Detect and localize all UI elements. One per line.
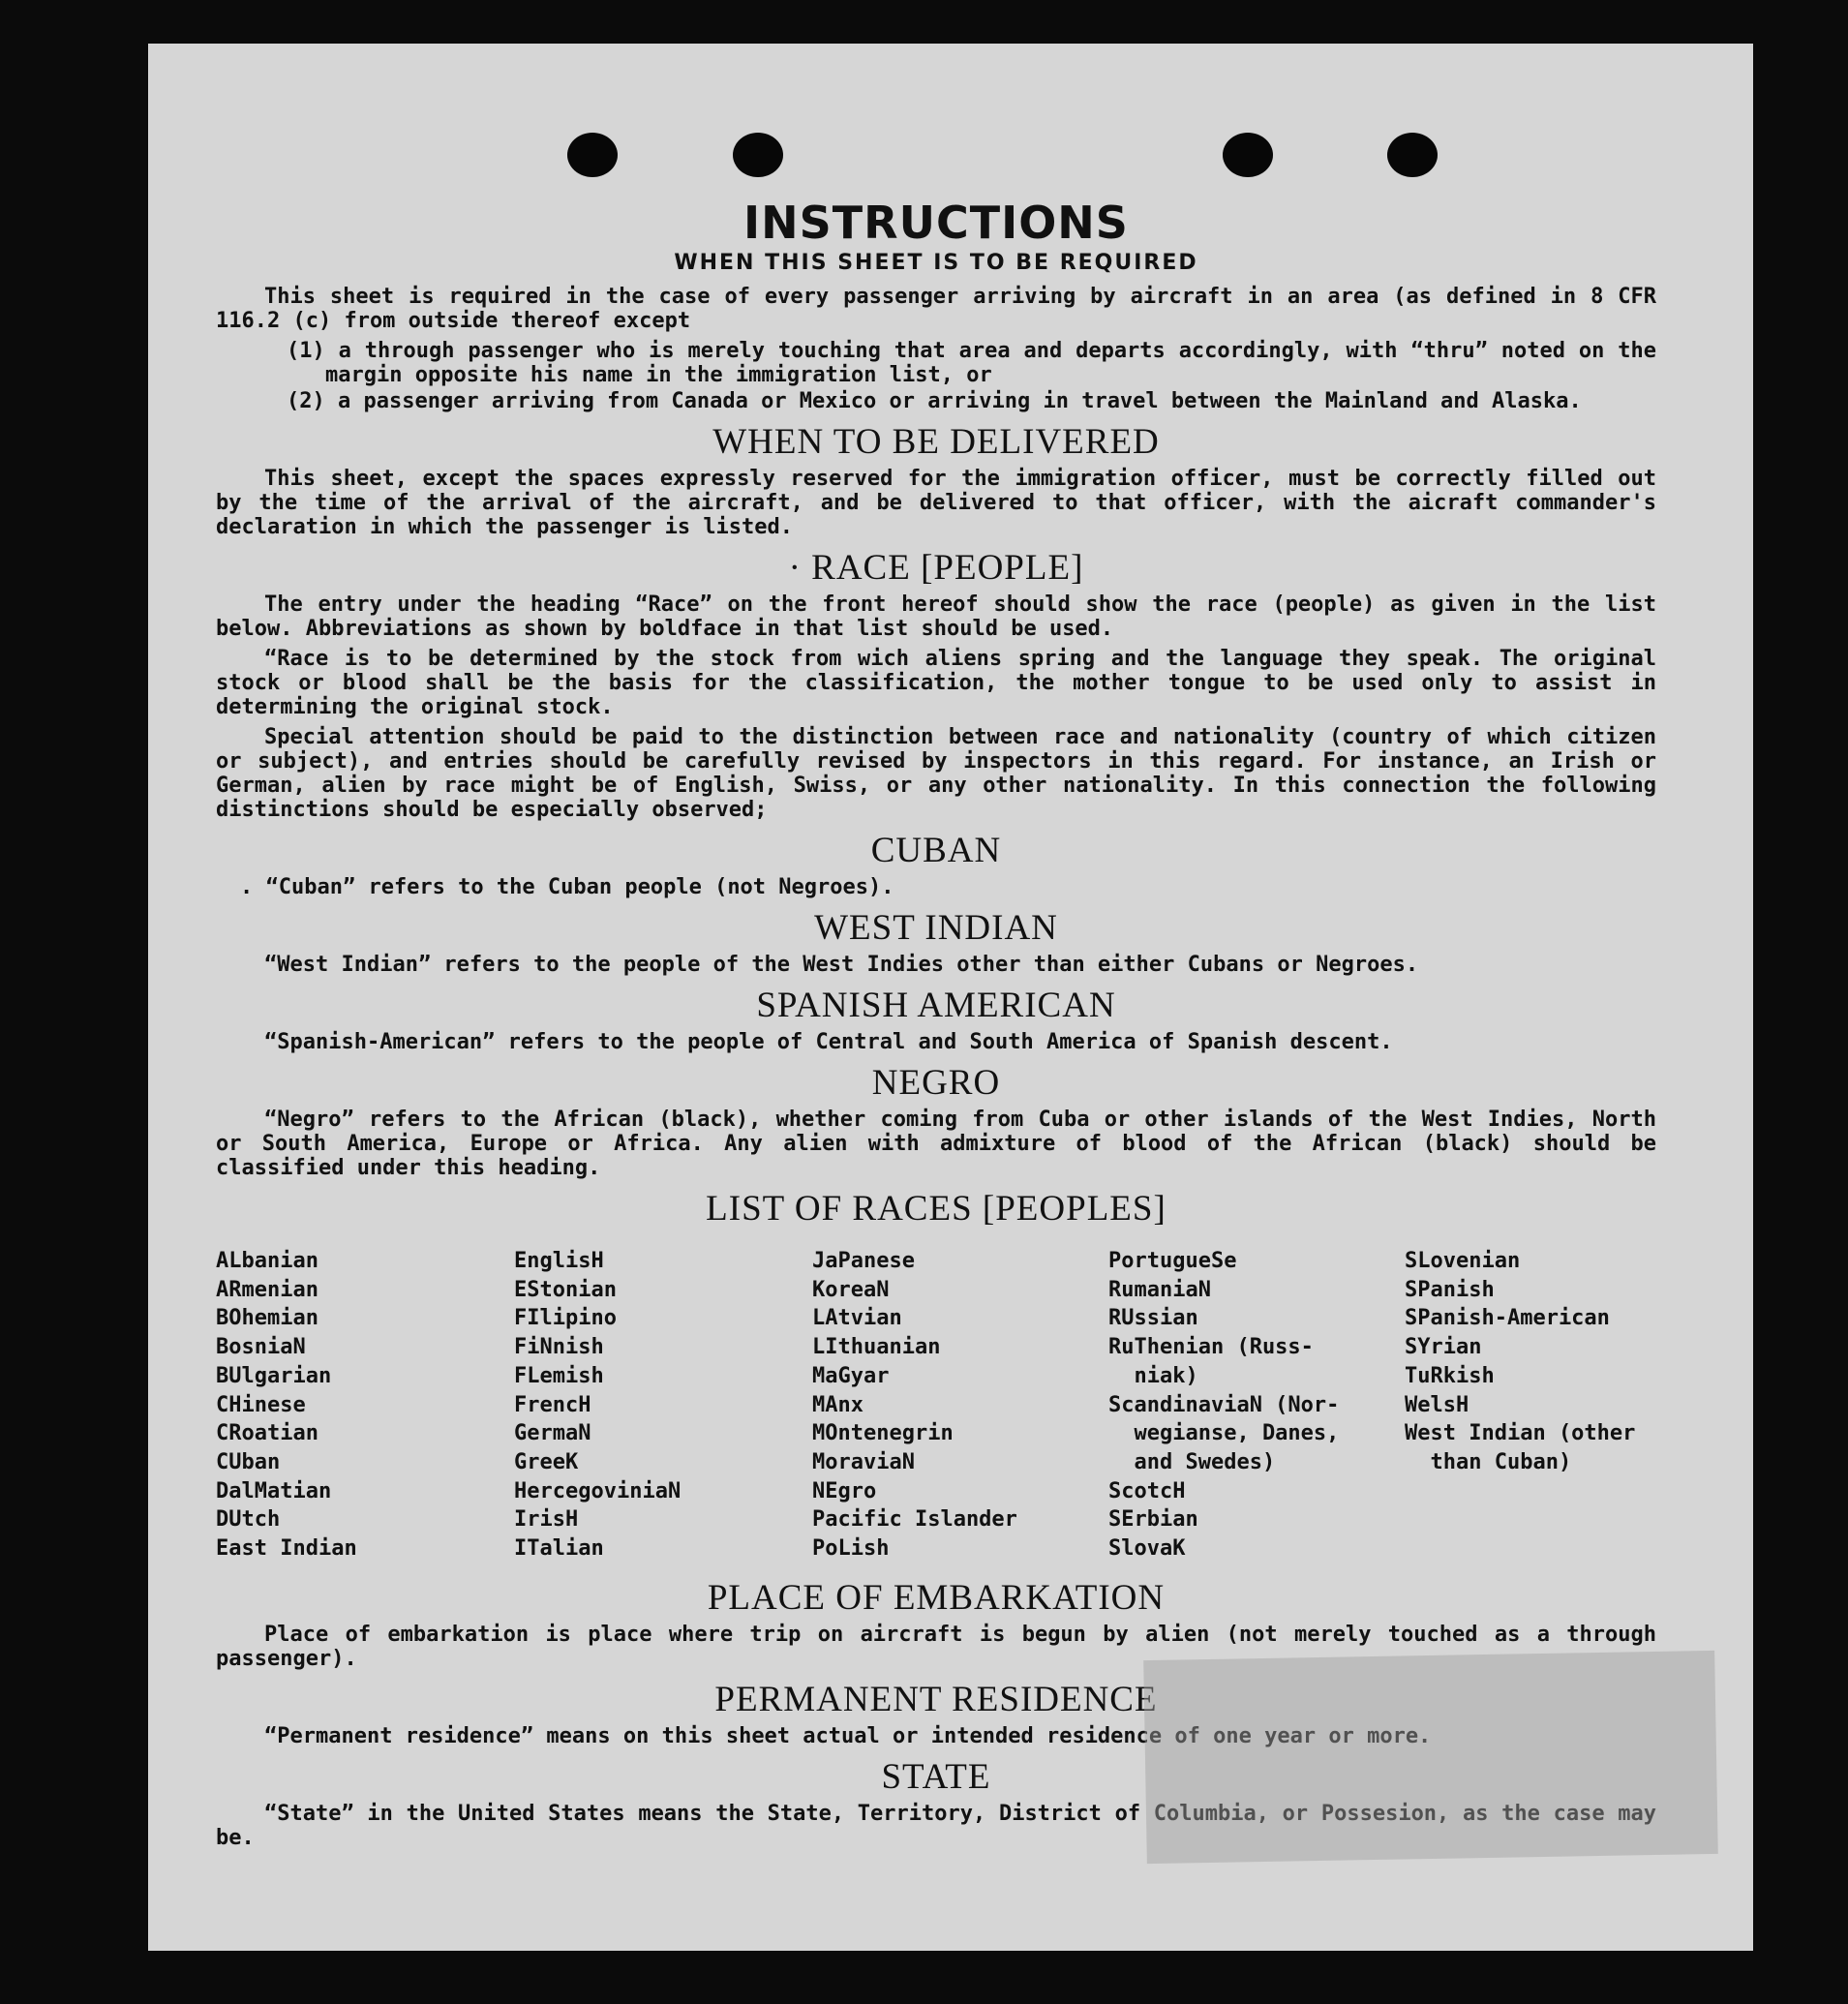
race-entry: GreeK — [514, 1449, 579, 1474]
punch-hole — [567, 133, 618, 177]
race-entry: ARmenian — [216, 1277, 318, 1302]
exception-item: (1) a through passenger who is merely touching that area and departs accordingly, with “thru” noted on the margin opposite his name in the immigration list, or — [287, 339, 1656, 387]
race-entry: JaPanese — [812, 1249, 915, 1273]
races-list — [216, 1247, 1656, 1564]
race-entry: MoraviaN — [812, 1449, 915, 1474]
embarkation-paragraph: Place of embarkation is place where trip on aircraft is begun by alien (not merely touched as a through passenger). — [216, 1622, 1656, 1671]
races-column — [812, 1247, 1108, 1564]
race-entry: CUban — [216, 1449, 281, 1474]
race-entry: EnglisH — [514, 1249, 604, 1273]
required-paragraph: This sheet is required in the case of every passenger arriving by aircraft in an area (as defined in 8 CFR 116.2 (c) from outside thereof except — [216, 285, 1656, 333]
exception-item: (2) a passenger arriving from Canada or Mexico or arriving in travel between the Mainland and Alaska. — [287, 389, 1582, 413]
race-entry: DalMatian — [216, 1478, 332, 1503]
race-paragraph-3: Special attention should be paid to the distinction between race and nationality (country of which citizen or subject), and entries should be carefully revised by inspectors in this regard. For instance, an Irish or German, alien by race might be of English, Swiss, or any other nationality. In this connection the following distinctions should be especially observed; — [216, 725, 1656, 822]
race-entry: West Indian (other — [1405, 1421, 1636, 1446]
delivered-heading: WHEN TO BE DELIVERED — [712, 422, 1160, 462]
tape-smudge — [1143, 1651, 1718, 1864]
race-entry: HercegoviniaN — [514, 1478, 682, 1503]
cuban-paragraph: . “Cuban” refers to the Cuban people (not Negroes). — [240, 875, 894, 899]
race-entry: SPanish — [1405, 1277, 1495, 1302]
race-entry: LAtvian — [812, 1306, 902, 1331]
spanish-american-paragraph: “Spanish-American” refers to the people of Central and South America of Spanish descent. — [264, 1030, 1393, 1054]
races-column — [1108, 1247, 1405, 1564]
race-entry: GermaN — [514, 1421, 591, 1446]
race-entry: SErbian — [1108, 1507, 1198, 1533]
race-entry: PortugueSe — [1108, 1249, 1237, 1273]
race-entry: than Cuban) — [1405, 1449, 1572, 1474]
race-entry: RUssian — [1108, 1306, 1198, 1331]
race-entry: and Swedes) — [1108, 1449, 1276, 1474]
races-column — [216, 1247, 514, 1564]
race-entry: FrencH — [514, 1392, 591, 1417]
race-entry: FiNnish — [514, 1335, 604, 1360]
boldface-word: boldface — [639, 617, 742, 641]
race-entry: PoLish — [812, 1536, 890, 1562]
race-entry: ALbanian — [216, 1249, 318, 1273]
race-entry: KoreaN — [812, 1277, 890, 1302]
race-entry: BUlgarian — [216, 1363, 332, 1388]
race-entry: MaGyar — [812, 1363, 890, 1388]
race-entry: CHinese — [216, 1392, 306, 1417]
race-entry: niak) — [1108, 1363, 1198, 1388]
embarkation-heading: PLACE OF EMBARKATION — [707, 1577, 1166, 1618]
race-entry: ScotcH — [1108, 1478, 1186, 1503]
race-entry: SPanish-American — [1405, 1306, 1610, 1331]
list-of-races-heading: LIST OF RACES [PEOPLES] — [706, 1189, 1166, 1229]
race-entry: WelsH — [1405, 1392, 1469, 1417]
race-entry: FLemish — [514, 1363, 604, 1388]
race-heading: · RACE [PEOPLE] — [788, 548, 1084, 588]
race-entry: East Indian — [216, 1536, 357, 1562]
race-entry: BosniaN — [216, 1335, 306, 1360]
residence-paragraph: “Permanent residence” means on this sheet actual or intended residence of one year or more. — [264, 1723, 1432, 1748]
negro-paragraph: “Negro” refers to the African (black), whether coming from Cuba or other islands of the West Indies, North or South America, Europe or Africa. Any alien with admixture of blood of the African (black) should be classified under this heading. — [216, 1108, 1656, 1180]
race-entry: Pacific Islander — [812, 1507, 1017, 1533]
race-entry: wegianse, Danes, — [1108, 1421, 1340, 1446]
race-paragraph-2: “Race is to be determined by the stock from wich aliens spring and the language they speak. The original stock or blood shall be the basis for the classification, the mother tongue to be used only to assist in determining the original stock. — [216, 647, 1656, 719]
race-entry: EStonian — [514, 1277, 617, 1302]
race-entry: SYrian — [1405, 1335, 1482, 1360]
race-entry: ITalian — [514, 1536, 604, 1562]
race-entry: IrisH — [514, 1507, 579, 1533]
race-entry: SlovaK — [1108, 1536, 1186, 1562]
races-column — [514, 1247, 812, 1564]
state-paragraph: “State” in the United States means the State, Territory, District of Columbia, or Possesion, as the case may be. — [216, 1801, 1656, 1850]
delivered-paragraph: This sheet, except the spaces expressly reserved for the immigration officer, must be correctly filled out by the time of the arrival of the aircraft, and be delivered to that officer, with the aicraft commander's declaration in which the passenger is listed. — [216, 467, 1656, 539]
race-entry: TuRkish — [1405, 1363, 1495, 1388]
race-entry: NEgro — [812, 1478, 877, 1503]
punch-hole — [1387, 133, 1438, 177]
race-entry: BOhemian — [216, 1306, 318, 1331]
punch-hole — [1223, 133, 1273, 177]
race-entry: RumaniaN — [1108, 1277, 1211, 1302]
cuban-heading: CUBAN — [870, 831, 1002, 870]
race-entry: MOntenegrin — [812, 1421, 954, 1446]
race-entry: LIthuanian — [812, 1335, 941, 1360]
races-column — [1405, 1247, 1656, 1564]
race-entry: CRoatian — [216, 1421, 318, 1446]
race-entry: SLovenian — [1405, 1249, 1521, 1273]
race-entry: MAnx — [812, 1392, 863, 1417]
page-subtitle: WHEN THIS SHEET IS TO BE REQUIRED — [674, 251, 1198, 275]
page-title: INSTRUCTIONS — [743, 197, 1129, 249]
race-entry: DUtch — [216, 1507, 281, 1533]
race-entry: ScandinaviaN (Nor- — [1108, 1392, 1340, 1417]
race-entry: RuThenian (Russ- — [1108, 1335, 1314, 1360]
document-page — [148, 44, 1753, 1951]
residence-heading: PERMANENT RESIDENCE — [714, 1679, 1158, 1719]
race-paragraph-1: The entry under the heading “Race” on the front hereof should show the race (people) as given in the list below. Abbreviations as shown by boldface in that list should be used. — [216, 592, 1656, 641]
state-heading: STATE — [881, 1756, 991, 1797]
punch-hole — [733, 133, 783, 177]
race-entry: FIlipino — [514, 1306, 617, 1331]
negro-heading: NEGRO — [871, 1063, 1001, 1103]
west-indian-paragraph: “West Indian” refers to the people of the West Indies other than either Cubans or Negroes. — [264, 953, 1419, 977]
spanish-american-heading: SPANISH AMERICAN — [756, 986, 1116, 1025]
west-indian-heading: WEST INDIAN — [814, 908, 1058, 948]
